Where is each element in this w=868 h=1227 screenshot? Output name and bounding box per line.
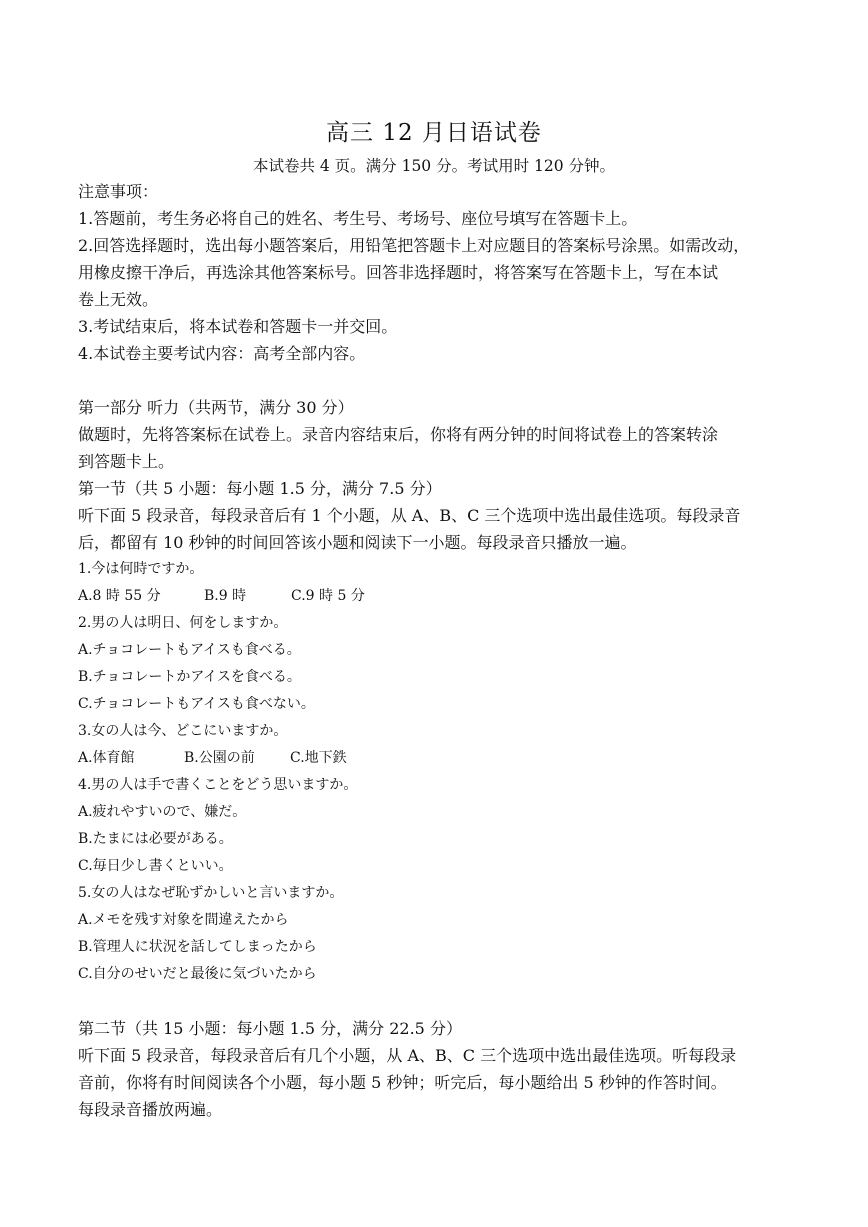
option-c: C.自分のせいだと最後に気づいたから — [78, 966, 317, 982]
option-c: C.毎日少し書くといい。 — [78, 858, 233, 874]
notice-item: 卷上无效。 — [78, 290, 159, 309]
option-c: C.地下鉄 — [290, 750, 347, 766]
section2-instruction: 音前，你将有时间阅读各个小题，每小题 5 秒钟；听完后，每小题给出 5 秒钟的作答时间。 — [78, 1073, 727, 1092]
part1-instruction: 做题时，先将答案标在试卷上。录音内容结束后，你将有两分钟的时间将试卷上的答案转涂 — [78, 425, 719, 444]
section2-heading: 第二节（共 15 小题：每小题 1.5 分，满分 22.5 分） — [78, 1019, 462, 1038]
notice-item: 4.本试卷主要考试内容：高考全部内容。 — [78, 344, 366, 363]
section1-instruction: 听下面 5 段录音，每段录音后有 1 个小题，从 A、B、C 三个选项中选出最佳选项。每段录音 — [78, 506, 741, 525]
question-1: 1.今は何時ですか。 — [78, 561, 204, 577]
option-b: B.公園の前 — [184, 750, 255, 766]
question-5: 5.女の人はなぜ恥ずかしいと言いますか。 — [78, 885, 344, 901]
exam-subtitle: 本试卷共 4 页。满分 150 分。考试用时 120 分钟。 — [252, 157, 616, 175]
notice-heading: 注意事项： — [78, 182, 159, 201]
option-a: A.メモを残す対象を間違えたから — [78, 912, 289, 928]
notice-item: 1.答题前，考生务必将自己的姓名、考生号、考场号、座位号填写在答题卡上。 — [78, 209, 638, 228]
option-b: B.チョコレートかアイスを食べる。 — [78, 669, 301, 685]
option-c: C.9 時 5 分 — [291, 588, 365, 604]
option-b: B.9 時 — [204, 588, 247, 604]
part1-heading: 第一部分 听力（共两节，满分 30 分） — [78, 398, 354, 417]
question-3-options — [78, 745, 793, 772]
option-b: B.管理人に状況を話してしまったから — [78, 939, 317, 955]
option-a: A.チョコレートもアイスも食べる。 — [78, 642, 301, 658]
notice-block — [78, 178, 793, 1123]
notice-item: 3.考试结束后，将本试卷和答题卡一并交回。 — [78, 317, 398, 336]
notice-item: 2.回答选择题时，选出每小题答案后，用铅笔把答题卡上对应题目的答案标号涂黑。如需改动， — [78, 236, 750, 255]
option-a: A.疲れやすいので、嫌だ。 — [78, 804, 247, 820]
question-2: 2.男の人は明日、何をしますか。 — [78, 615, 288, 631]
section2-instruction: 听下面 5 段录音，每段录音后有几个小题，从 A、B、C 三个选项中选出最佳选项。听每段录 — [78, 1046, 737, 1065]
question-4: 4.男の人は手で書くことをどう思いますか。 — [78, 777, 358, 793]
part1-instruction: 到答题卡上。 — [78, 452, 175, 471]
exam-title: 高三 12 月日语试卷 — [326, 120, 542, 146]
question-3: 3.女の人は今、どこにいますか。 — [78, 723, 288, 739]
option-c: C.チョコレートもアイスも食べない。 — [78, 696, 315, 712]
option-a: A.8 時 55 分 — [78, 588, 161, 604]
question-1-options — [78, 583, 793, 610]
section1-heading: 第一节（共 5 小题：每小题 1.5 分，满分 7.5 分） — [78, 479, 442, 498]
option-b: B.たまには必要がある。 — [78, 831, 233, 847]
section1-instruction: 后，都留有 10 秒钟的时间回答该小题和阅读下一小题。每段录音只播放一遍。 — [78, 533, 637, 552]
section2-instruction: 每段录音播放两遍。 — [78, 1100, 223, 1119]
option-a: A.体育館 — [78, 750, 135, 766]
notice-item: 用橡皮擦干净后，再选涂其他答案标号。回答非选择题时，将答案写在答题卡上，写在本试 — [78, 263, 719, 282]
